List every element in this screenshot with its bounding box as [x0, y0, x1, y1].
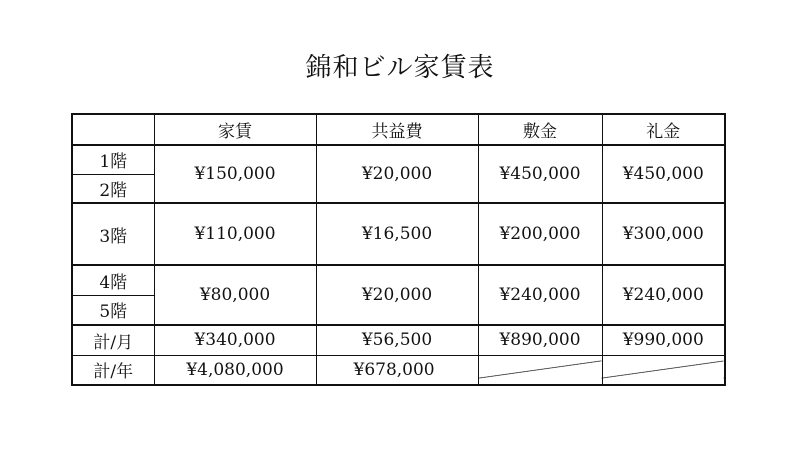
key-money-cell: ¥450,000 — [602, 145, 725, 203]
key-money-cell: ¥240,000 — [602, 265, 725, 325]
common-fee-cell: ¥20,000 — [316, 265, 478, 325]
rent-cell: ¥110,000 — [154, 203, 316, 265]
floor-label: 4階 — [72, 265, 154, 295]
monthly-total-row — [72, 325, 725, 355]
header-row — [72, 114, 725, 145]
floor-label: 2階 — [72, 174, 154, 203]
rent-cell: ¥150,000 — [154, 145, 316, 203]
header-key-money: 礼金 — [602, 114, 725, 145]
common-fee-cell: ¥16,500 — [316, 203, 478, 265]
floor-label: 1階 — [72, 145, 154, 174]
yearly-total-label: 計/年 — [72, 355, 154, 385]
header-deposit: 敷金 — [478, 114, 602, 145]
key-money-cell: ¥300,000 — [602, 203, 725, 265]
header-common-fee: 共益費 — [316, 114, 478, 145]
deposit-cell: ¥450,000 — [478, 145, 602, 203]
header-corner — [72, 114, 154, 145]
monthly-deposit-total: ¥890,000 — [478, 325, 602, 355]
table-row — [72, 203, 725, 265]
page-title: 錦和ビル家賃表 — [305, 53, 495, 83]
common-fee-cell: ¥20,000 — [316, 145, 478, 203]
floor-label: 3階 — [72, 203, 154, 265]
monthly-rent-total: ¥340,000 — [154, 325, 316, 355]
table-row — [72, 265, 725, 295]
deposit-cell: ¥200,000 — [478, 203, 602, 265]
monthly-common-fee-total: ¥56,500 — [316, 325, 478, 355]
header-rent: 家賃 — [154, 114, 316, 145]
yearly-total-row — [72, 355, 725, 385]
yearly-key-money-blank — [602, 355, 725, 385]
floor-label: 5階 — [72, 295, 154, 325]
rent-table — [71, 113, 726, 386]
monthly-key-money-total: ¥990,000 — [602, 325, 725, 355]
yearly-common-fee-total: ¥678,000 — [316, 355, 478, 385]
deposit-cell: ¥240,000 — [478, 265, 602, 325]
rent-cell: ¥80,000 — [154, 265, 316, 325]
monthly-total-label: 計/月 — [72, 325, 154, 355]
yearly-deposit-blank — [478, 355, 602, 385]
table-row — [72, 145, 725, 174]
yearly-rent-total: ¥4,080,000 — [154, 355, 316, 385]
